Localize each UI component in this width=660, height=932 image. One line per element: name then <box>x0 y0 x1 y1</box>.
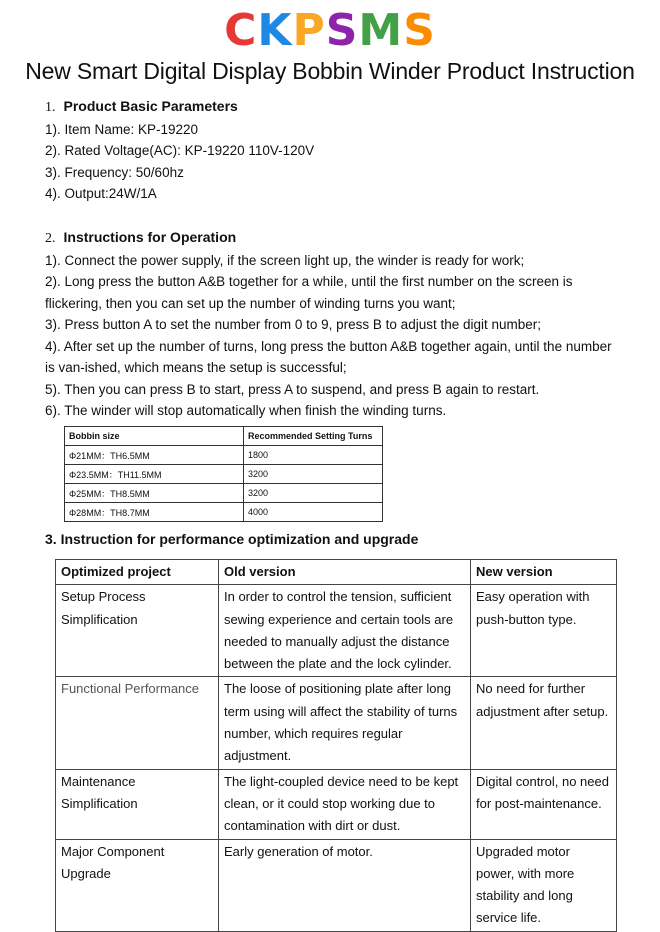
logo-letter: K <box>257 5 293 56</box>
logo-letter: C <box>224 5 258 56</box>
section-number: 2. <box>45 231 56 246</box>
project-cell: Major Component Upgrade <box>56 839 219 931</box>
logo-letter: M <box>358 5 404 56</box>
operation-step: 5). Then you can press B to start, press A to suspend, and press B again to restart. <box>45 381 540 397</box>
bobbin-size-table <box>64 426 383 522</box>
table-header-row <box>65 427 383 446</box>
column-header: Bobbin size <box>65 427 244 446</box>
old-version-cell: In order to control the tension, sufficient sewing experience and certain tools are needed to manually adjust the distance between the plate and the lock cylinder. <box>219 585 471 677</box>
bobbin-size-cell: Φ28MM：TH8.7MM <box>65 503 244 522</box>
operation-step: 6). The winder will stop automatically when finish the winding turns. <box>45 403 447 418</box>
new-version-cell: No need for further adjustment after setup. <box>471 677 617 769</box>
project-cell: Setup Process Simplification <box>56 585 219 677</box>
column-header: Old version <box>219 560 471 585</box>
table-row <box>65 484 383 503</box>
table-row <box>56 677 617 769</box>
table-row <box>56 839 617 931</box>
table-row <box>65 446 383 465</box>
column-header: Optimized project <box>56 560 219 585</box>
parameter-item: 2). Rated Voltage(AC): KP-19220 110V-120V <box>45 143 315 158</box>
page-title: New Smart Digital Display Bobbin Winder Product Instruction <box>25 58 635 84</box>
section-heading-optimization: 3. Instruction for performance optimization and upgrade <box>45 531 419 547</box>
bobbin-size-cell: Φ23.5MM：TH11.5MM <box>65 465 244 484</box>
new-version-cell: Digital control, no need for post-maintenance. <box>471 769 617 839</box>
section-operation <box>45 227 615 422</box>
section-basic-parameters <box>45 96 615 205</box>
optimization-table <box>55 559 617 932</box>
operation-step: 3). Press button A to set the number from 0 to 9, press B to adjust the digit number; <box>45 317 542 332</box>
logo-letter: P <box>292 5 326 56</box>
section-title: Product Basic Parameters <box>63 98 238 114</box>
operation-step: 4). After set up the number of turns, long press the button A&B together again, until the number is van-ished, which means the setup is successful; <box>45 338 612 375</box>
parameter-item: 1). Item Name: KP-19220 <box>45 121 199 137</box>
bobbin-size-cell: Φ21MM：TH6.5MM <box>65 446 244 465</box>
operation-step: 2). Long press the button A&B together for a while, until the first number on the screen is flickering, then you can set up the number of winding turns you want; <box>45 274 573 311</box>
bobbin-size-cell: Φ25MM：TH8.5MM <box>65 484 244 503</box>
section-title: Instructions for Operation <box>63 229 237 245</box>
turns-cell: 3200 <box>244 484 383 503</box>
parameter-item: 3). Frequency: 50/60hz <box>45 164 184 180</box>
old-version-cell: Early generation of motor. <box>219 839 471 931</box>
section-number: 1. <box>45 100 56 115</box>
column-header: Recommended Setting Turns <box>244 427 383 446</box>
logo-letter: S <box>403 5 436 56</box>
old-version-cell: The light-coupled device need to be kept clean, or it could stop working due to contamination with dirt or dust. <box>219 769 471 839</box>
brand-logo <box>0 6 660 56</box>
turns-cell: 1800 <box>244 446 383 465</box>
project-cell: Maintenance Simplification <box>56 769 219 839</box>
logo-letter: S <box>325 5 359 56</box>
table-row <box>65 465 383 484</box>
old-version-cell: The loose of positioning plate after long term using will affect the stability of turns number, which requires regular adjustment. <box>219 677 471 769</box>
operation-step: 1). Connect the power supply, if the screen light up, the winder is ready for work; <box>45 252 525 268</box>
project-cell: Functional Performance <box>56 677 219 769</box>
turns-cell: 3200 <box>244 465 383 484</box>
table-row <box>56 769 617 839</box>
table-row <box>56 585 617 677</box>
new-version-cell: Easy operation with push-button type. <box>471 585 617 677</box>
turns-cell: 4000 <box>244 503 383 522</box>
new-version-cell: Upgraded motor power, with more stability and long service life. <box>471 839 617 931</box>
table-row <box>65 503 383 522</box>
table-header-row <box>56 560 617 585</box>
section-heading <box>45 96 615 119</box>
parameter-item: 4). Output:24W/1A <box>45 186 157 201</box>
column-header: New version <box>471 560 617 585</box>
section-heading <box>45 227 615 250</box>
